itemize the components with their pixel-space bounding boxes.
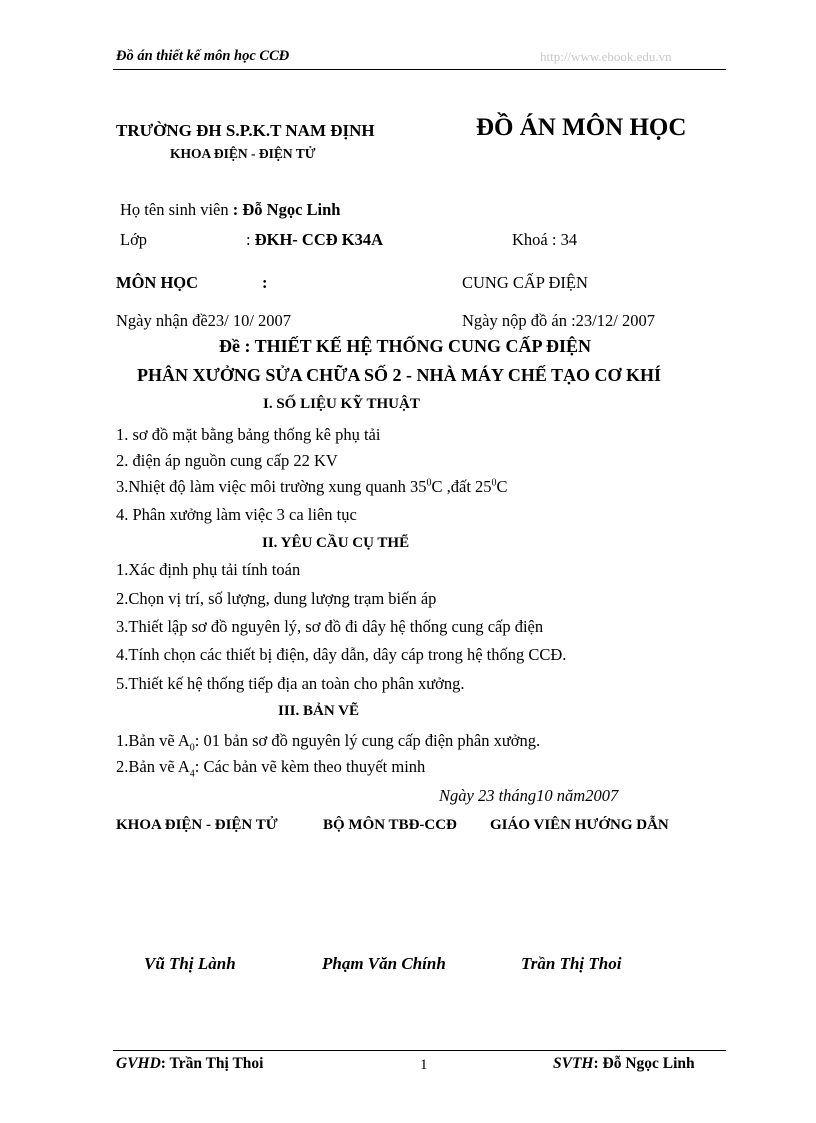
class-sep: : [246, 230, 255, 249]
footer-student-name: : Đỗ Ngọc Linh [593, 1055, 695, 1072]
class-value-line [246, 230, 383, 250]
section-1-item-1: 1. sơ đồ mặt bằng bảng thống kê phụ tải [116, 425, 381, 444]
signatory-title-department: BỘ MÔN TBĐ-CCĐ [323, 817, 457, 833]
section-3-item-2 [116, 757, 426, 780]
signatory-title-advisor: GIÁO VIÊN HƯỚNG DẪN [490, 817, 669, 833]
drawing-2-text: : Các bản vẽ kèm theo thuyết minh [194, 757, 426, 776]
degree-superscript: 0 [426, 477, 432, 489]
student-name-sep: : [232, 200, 243, 219]
drawing-2-subscript: 4 [189, 768, 195, 780]
class-value: ĐKH- CCĐ K34A [254, 230, 384, 249]
item-3-text-a: 3.Nhiệt độ làm việc môi trường xung quanh 35 [116, 477, 427, 496]
signatory-title-faculty: KHOA ĐIỆN - ĐIỆN TỬ [116, 817, 278, 833]
course-year: Khoá : 34 [512, 230, 578, 249]
footer-divider [113, 1050, 726, 1051]
signatory-name-department: Phạm Văn Chính [322, 954, 446, 973]
school-name: TRƯỜNG ĐH S.P.K.T NAM ĐỊNH [116, 121, 375, 140]
section-2-item: 1.Xác định phụ tải tính toán [116, 560, 301, 579]
section-1-item-3 [116, 477, 508, 497]
section-2-item: 2.Chọn vị trí, số lượng, dung lượng trạm biến áp [116, 589, 437, 608]
drawing-1-subscript: 0 [189, 742, 195, 754]
footer-advisor [116, 1055, 263, 1073]
document-title: ĐỒ ÁN MÔN HỌC [476, 114, 687, 141]
subject-sep: : [262, 273, 268, 292]
section-2-item: 3.Thiết lập sơ đồ nguyên lý, sơ đồ đi dây hệ thống cung cấp điện [116, 617, 544, 636]
degree-superscript: 0 [491, 477, 497, 489]
section-3-item-1 [116, 731, 541, 754]
section-1-heading: I. SỐ LIỆU KỸ THUẬT [263, 396, 420, 412]
signing-date: Ngày 23 tháng10 năm2007 [439, 786, 619, 805]
section-2-heading: II. YÊU CẦU CỤ THỂ [262, 535, 410, 551]
page-header-title: Đồ án thiết kế môn học CCĐ [116, 48, 290, 64]
student-name-label: Họ tên sinh viên [120, 200, 229, 219]
section-2-item: 4.Tính chọn các thiết bị điện, dây dẫn, dây cáp trong hệ thống CCĐ. [116, 645, 567, 664]
student-name-line [120, 200, 340, 220]
footer-student-label: SVTH [553, 1055, 594, 1072]
section-1-item-2: 2. điện áp nguồn cung cấp 22 KV [116, 451, 338, 470]
topic-line-1: Đề : THIẾT KẾ HỆ THỐNG CUNG CẤP ĐIỆN [219, 336, 592, 356]
signatory-name-faculty: Vũ Thị Lành [144, 954, 236, 973]
drawing-2-prefix: 2.Bản vẽ A [116, 757, 190, 776]
date-submitted: Ngày nộp đồ án :23/12/ 2007 [462, 311, 655, 330]
drawing-1-prefix: 1.Bản vẽ A [116, 731, 190, 750]
section-2-item: 5.Thiết kế hệ thống tiếp địa an toàn cho phân xưởng. [116, 674, 465, 693]
signatory-name-advisor: Trần Thị Thoi [521, 954, 622, 973]
page-number: 1 [420, 1057, 428, 1073]
student-name-value: Đỗ Ngọc Linh [242, 200, 341, 219]
header-divider [113, 69, 726, 70]
section-1-item-4: 4. Phân xưởng làm việc 3 ca liên tục [116, 505, 357, 524]
class-label: Lớp [120, 230, 148, 249]
page-header-url: http://www.ebook.edu.vn [540, 49, 672, 64]
item-3-text-b: C ,đất 25 [431, 477, 492, 496]
item-3-text-c: C [496, 477, 508, 496]
subject-value: CUNG CẤP ĐIỆN [462, 273, 588, 292]
faculty-name: KHOA ĐIỆN - ĐIỆN TỬ [170, 146, 316, 161]
footer-student [553, 1055, 695, 1073]
drawing-1-text: : 01 bản sơ đồ nguyên lý cung cấp điện phân xưởng. [194, 731, 541, 750]
topic-line-2: PHÂN XƯỞNG SỬA CHỮA SỐ 2 - NHÀ MÁY CHẾ TẠO CƠ KHÍ [137, 365, 662, 385]
footer-advisor-name: : Trần Thị Thoi [160, 1055, 264, 1072]
footer-advisor-label: GVHD [116, 1055, 161, 1072]
section-3-heading: III. BẢN VẼ [278, 703, 359, 719]
subject-label: MÔN HỌC [116, 273, 199, 292]
date-received: Ngày nhận đề23/ 10/ 2007 [116, 311, 292, 330]
